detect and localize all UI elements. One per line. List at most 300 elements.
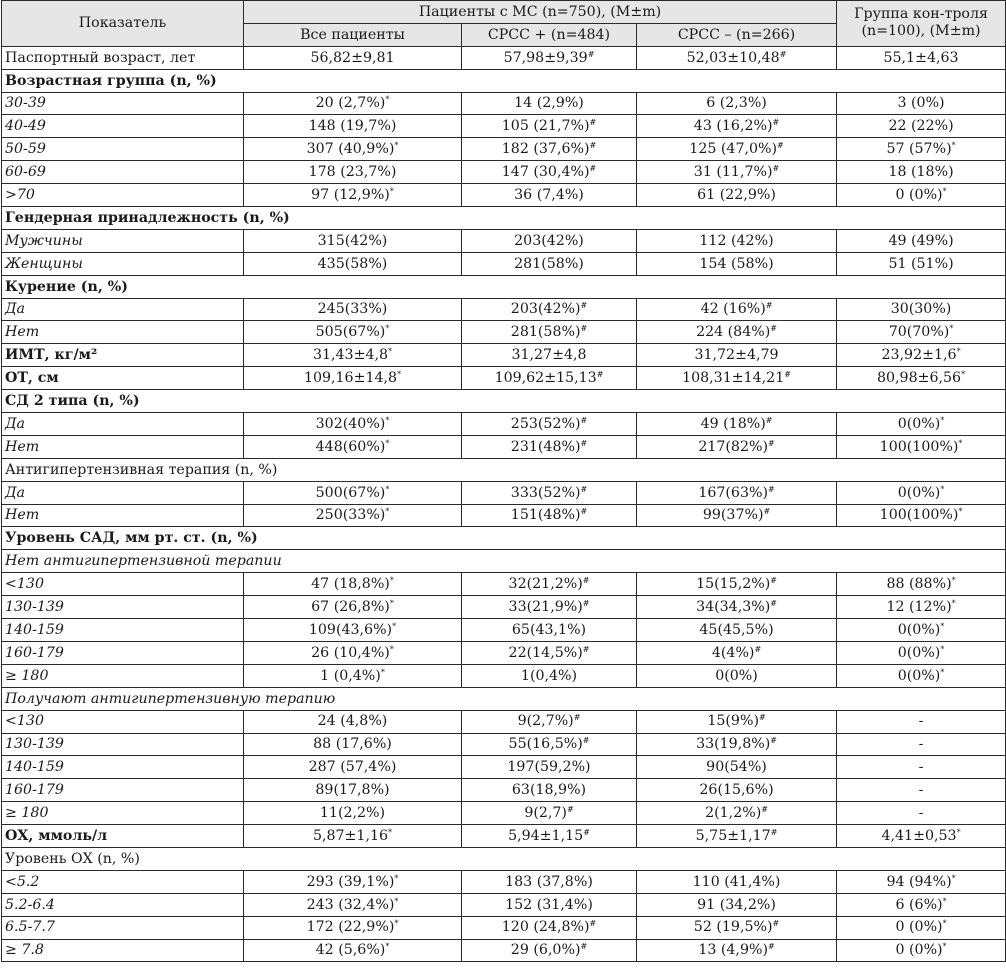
- significance-mark: *: [956, 347, 961, 357]
- significance-mark: #: [583, 827, 590, 837]
- cell-value: 0 (0%): [895, 919, 943, 936]
- value-cell: [244, 504, 462, 527]
- row-label: Мужчины: [2, 229, 244, 252]
- significance-mark: #: [580, 415, 588, 425]
- cell-value: 26 (10,4%): [311, 644, 390, 661]
- table-row: [2, 504, 1006, 527]
- cell-value: 151(48%): [510, 507, 581, 524]
- value-cell: [244, 321, 462, 344]
- value-cell: [837, 321, 1006, 344]
- significance-mark: *: [942, 896, 947, 906]
- value-cell: [244, 298, 462, 321]
- cell-value: 5,75±1,17: [695, 827, 771, 844]
- value-cell: [637, 367, 837, 390]
- significance-mark: #: [779, 49, 787, 59]
- value-cell: [837, 779, 1006, 802]
- cell-value: 125 (47,0%): [689, 141, 778, 158]
- significance-mark: #: [772, 118, 780, 128]
- cell-value: 33(21,9%): [508, 599, 583, 615]
- value-cell: [462, 779, 637, 802]
- value-cell: [244, 229, 462, 252]
- cell-value: -: [918, 736, 924, 753]
- value-cell: [837, 367, 1006, 390]
- cell-value: 91 (34,2%): [697, 896, 776, 913]
- significance-mark: #: [765, 301, 773, 311]
- value-cell: [462, 46, 637, 69]
- value-cell: [637, 344, 837, 367]
- row-label: 160-179: [2, 641, 244, 664]
- value-cell: [637, 184, 837, 207]
- cell-value: 100(100%): [879, 438, 959, 455]
- cell-value: 61 (22,9%): [697, 186, 776, 203]
- table-row: [2, 596, 1006, 619]
- cell-value: 15(9%): [707, 713, 759, 730]
- significance-mark: #: [770, 827, 778, 837]
- significance-mark: #: [580, 942, 588, 952]
- value-cell: [462, 573, 637, 596]
- cell-value: 253(52%): [510, 415, 581, 432]
- table-row: [2, 321, 1006, 344]
- significance-mark: #: [772, 919, 780, 929]
- table-row: [2, 641, 1006, 664]
- cell-value: -: [918, 782, 924, 799]
- row-label: ОХ, ммоль/л: [2, 825, 244, 848]
- row-label: ≥ 180: [2, 664, 244, 687]
- cell-value: 448(60%): [315, 438, 386, 455]
- value-cell: [462, 641, 637, 664]
- value-cell: [837, 115, 1006, 138]
- table-row: [2, 664, 1006, 687]
- cell-value: 281(58%): [510, 324, 581, 341]
- table-row: [2, 138, 1006, 161]
- cell-value: 42 (5,6%): [315, 942, 386, 959]
- row-label: 140-159: [2, 619, 244, 642]
- value-cell: [637, 115, 837, 138]
- cell-value: 333(52%): [510, 484, 581, 501]
- cell-value: 15(15,2%): [696, 576, 771, 593]
- value-cell: [837, 138, 1006, 161]
- table-row: [2, 115, 1006, 138]
- cell-value: 88 (17,6%): [313, 736, 392, 753]
- significance-mark: #: [784, 370, 791, 380]
- cell-value: 0(0%): [897, 484, 941, 501]
- section-label: Антигипертензивная терапия (n, %): [2, 458, 1006, 481]
- significance-mark: *: [385, 484, 390, 494]
- table-row: [2, 802, 1006, 825]
- significance-mark: #: [772, 164, 780, 174]
- significance-mark: #: [589, 118, 597, 128]
- significance-mark: #: [580, 507, 588, 517]
- value-cell: [244, 367, 462, 390]
- table-row: [2, 161, 1006, 184]
- significance-mark: *: [389, 599, 394, 608]
- table-row: [2, 481, 1006, 504]
- value-cell: [837, 46, 1006, 69]
- cell-value: 23,92±1,6: [881, 347, 957, 364]
- value-cell: [244, 939, 462, 962]
- row-label: 50-59: [2, 138, 244, 161]
- cell-value: 182 (37,6%): [501, 141, 590, 158]
- cell-value: 9(2,7%): [517, 713, 574, 730]
- cell-value: 51 (51%): [888, 255, 954, 272]
- value-cell: [837, 619, 1006, 642]
- value-cell: [837, 229, 1006, 252]
- cvd-negative-header: СРСС – (n=266): [637, 23, 837, 46]
- value-cell: [244, 413, 462, 436]
- table-row: [2, 619, 1006, 642]
- data-table: [1, 0, 1006, 962]
- significance-mark: *: [951, 576, 956, 586]
- table-row: [2, 413, 1006, 436]
- value-cell: [637, 619, 837, 642]
- cell-value: 307 (40,9%): [306, 141, 395, 158]
- value-cell: [837, 802, 1006, 825]
- row-label: Женщины: [2, 252, 244, 275]
- cell-value: 243 (32,4%): [306, 896, 395, 913]
- value-cell: [462, 321, 637, 344]
- cell-value: 0(0%): [897, 644, 941, 661]
- significance-mark: #: [573, 713, 581, 723]
- row-label: ИМТ, кг/м²: [2, 344, 244, 367]
- cell-value: 43 (16,2%): [693, 118, 773, 135]
- cell-value: 47 (18,8%): [311, 576, 390, 593]
- value-cell: [462, 161, 637, 184]
- value-cell: [637, 802, 837, 825]
- cell-value: 97 (12,9%): [311, 186, 390, 203]
- table-row: [2, 458, 1006, 481]
- cell-value: 250(33%): [315, 507, 386, 524]
- row-label: Да: [2, 413, 244, 436]
- table-row: [2, 550, 1006, 573]
- significance-mark: *: [389, 576, 394, 586]
- value-cell: [637, 413, 837, 436]
- row-label: Да: [2, 298, 244, 321]
- significance-mark: *: [385, 324, 390, 334]
- cell-value: 172 (22,9%): [306, 919, 395, 936]
- value-cell: [462, 825, 637, 848]
- value-cell: [244, 664, 462, 687]
- table-row: [2, 825, 1006, 848]
- cell-value: 167(63%): [698, 484, 768, 501]
- cell-value: 29 (6,0%): [510, 942, 581, 959]
- value-cell: [837, 825, 1006, 848]
- value-cell: [244, 825, 462, 848]
- cell-value: 20 (2,7%): [315, 95, 386, 112]
- value-cell: [244, 252, 462, 275]
- significance-mark: #: [566, 805, 574, 815]
- section-label: Получают антигипертензивную терапию: [2, 687, 1006, 710]
- table-row: [2, 92, 1006, 115]
- cell-value: 203(42%): [514, 232, 584, 249]
- row-label: ОТ, см: [2, 367, 244, 390]
- cell-value: -: [918, 805, 924, 822]
- value-cell: [462, 916, 637, 939]
- cell-value: 18 (18%): [888, 164, 954, 181]
- row-label: <130: [2, 573, 244, 596]
- significance-mark: #: [582, 576, 590, 586]
- significance-mark: *: [951, 873, 956, 883]
- cell-value: 63(18,9%): [511, 782, 587, 799]
- value-cell: [462, 893, 637, 916]
- cell-value: 109,16±14,8: [303, 370, 398, 387]
- cell-value: 49 (49%): [888, 232, 954, 249]
- value-cell: [837, 481, 1006, 504]
- significance-mark: *: [385, 95, 390, 105]
- table-row: [2, 46, 1006, 69]
- cell-value: 14 (2,9%): [514, 95, 584, 112]
- value-cell: [462, 710, 637, 733]
- significance-mark: *: [951, 599, 956, 608]
- cell-value: 30(30%): [890, 301, 952, 318]
- row-label: 60-69: [2, 161, 244, 184]
- table-row: [2, 390, 1006, 413]
- value-cell: [244, 573, 462, 596]
- cell-value: 67 (26,8%): [311, 599, 390, 615]
- value-cell: [462, 802, 637, 825]
- significance-mark: #: [589, 141, 597, 151]
- significance-mark: #: [770, 324, 777, 334]
- value-cell: [837, 573, 1006, 596]
- cell-value: 0 (0%): [895, 942, 943, 959]
- significance-mark: *: [385, 438, 390, 448]
- section-label: Уровень САД, мм рт. ст. (n, %): [2, 527, 1006, 550]
- cell-value: 435(58%): [317, 255, 388, 272]
- cell-value: 148 (19,7%): [308, 118, 397, 135]
- cell-value: 120 (24,8%): [501, 919, 590, 936]
- cell-value: 0(0%): [897, 667, 941, 684]
- value-cell: [244, 344, 462, 367]
- value-cell: [837, 435, 1006, 458]
- cell-value: 36 (7,4%): [514, 186, 584, 203]
- cell-value: 4,41±0,53: [881, 827, 957, 844]
- value-cell: [637, 596, 837, 619]
- cell-value: 224 (84%): [696, 324, 771, 341]
- value-cell: [637, 481, 837, 504]
- value-cell: [244, 710, 462, 733]
- row-label: 40-49: [2, 115, 244, 138]
- value-cell: [837, 756, 1006, 779]
- row-label: 6.5-7.7: [2, 916, 244, 939]
- significance-mark: *: [394, 919, 399, 929]
- cell-value: 217(82%): [698, 438, 768, 455]
- cell-value: 500(67%): [315, 484, 386, 501]
- cell-value: 31,72±4,79: [694, 347, 779, 364]
- row-label: Нет: [2, 504, 244, 527]
- significance-mark: *: [940, 415, 945, 425]
- section-label: Нет антигипертензивной терапии: [2, 550, 1006, 573]
- cell-value: -: [918, 759, 924, 776]
- value-cell: [837, 641, 1006, 664]
- table-row: [2, 847, 1006, 870]
- value-cell: [244, 893, 462, 916]
- value-cell: [637, 641, 837, 664]
- value-cell: [637, 710, 837, 733]
- cell-value: 52,03±10,48: [686, 49, 780, 66]
- value-cell: [244, 115, 462, 138]
- value-cell: [244, 184, 462, 207]
- cell-value: 231(48%): [510, 438, 581, 455]
- value-cell: [637, 435, 837, 458]
- significance-mark: #: [768, 438, 775, 448]
- cell-value: 110 (41,4%): [692, 873, 781, 890]
- value-cell: [637, 92, 837, 115]
- value-cell: [244, 161, 462, 184]
- cell-value: 45(45,5%): [699, 621, 774, 638]
- cell-value: 22(14,5%): [508, 644, 583, 661]
- significance-mark: *: [942, 919, 947, 929]
- significance-mark: #: [754, 644, 762, 654]
- value-cell: [462, 92, 637, 115]
- value-cell: [244, 870, 462, 893]
- value-cell: [244, 92, 462, 115]
- value-cell: [637, 298, 837, 321]
- significance-mark: #: [770, 576, 777, 586]
- cell-value: 0(0%): [715, 667, 758, 684]
- significance-mark: *: [940, 644, 945, 654]
- significance-mark: *: [958, 438, 963, 448]
- significance-mark: #: [582, 736, 590, 746]
- cell-value: 31 (11,7%): [693, 164, 773, 181]
- row-label: <130: [2, 710, 244, 733]
- cell-value: 505(67%): [315, 324, 386, 341]
- significance-mark: *: [956, 827, 961, 837]
- value-cell: [837, 504, 1006, 527]
- value-cell: [462, 344, 637, 367]
- value-cell: [462, 481, 637, 504]
- cell-value: 154 (58%): [699, 255, 774, 272]
- significance-mark: *: [385, 942, 390, 952]
- significance-mark: #: [589, 164, 597, 174]
- value-cell: [244, 641, 462, 664]
- value-cell: [462, 756, 637, 779]
- all-patients-header: Все пациенты: [244, 23, 462, 46]
- cell-value: 2(1,2%): [705, 805, 762, 822]
- value-cell: [244, 138, 462, 161]
- significance-mark: *: [388, 347, 393, 357]
- significance-mark: *: [940, 667, 945, 677]
- cell-value: 109,62±15,13: [494, 370, 597, 387]
- value-cell: [637, 138, 837, 161]
- value-cell: [837, 184, 1006, 207]
- table-row: [2, 184, 1006, 207]
- value-cell: [637, 756, 837, 779]
- significance-mark: *: [380, 667, 385, 677]
- cell-value: 31,43±4,8: [312, 347, 389, 364]
- cell-value: 197(59,2%): [507, 759, 591, 776]
- significance-mark: #: [582, 599, 590, 608]
- value-cell: [637, 733, 837, 756]
- value-cell: [244, 596, 462, 619]
- row-label: >70: [2, 184, 244, 207]
- significance-mark: *: [392, 621, 397, 631]
- value-cell: [637, 893, 837, 916]
- value-cell: [637, 664, 837, 687]
- cell-value: 178 (23,7%): [308, 164, 397, 181]
- table-row: [2, 298, 1006, 321]
- significance-mark: #: [768, 942, 775, 952]
- section-label: Курение (n, %): [2, 275, 1006, 298]
- cell-value: -: [918, 713, 924, 730]
- cell-value: 22 (22%): [888, 118, 954, 135]
- value-cell: [462, 733, 637, 756]
- significance-mark: #: [596, 370, 604, 380]
- cell-value: 6 (6%): [895, 896, 943, 913]
- value-cell: [837, 733, 1006, 756]
- significance-mark: *: [388, 827, 393, 837]
- cell-value: 0(0%): [897, 621, 941, 638]
- significance-mark: #: [770, 736, 777, 746]
- significance-mark: *: [397, 370, 402, 380]
- significance-mark: #: [580, 484, 588, 494]
- significance-mark: #: [582, 644, 590, 654]
- significance-mark: #: [761, 805, 768, 815]
- cell-value: 80,98±6,56: [876, 370, 962, 387]
- significance-mark: #: [765, 415, 773, 425]
- value-cell: [244, 46, 462, 69]
- significance-mark: *: [949, 324, 954, 334]
- table-row: [2, 435, 1006, 458]
- table-row: [2, 779, 1006, 802]
- cell-value: 90(54%): [706, 759, 767, 776]
- value-cell: [637, 252, 837, 275]
- row-label: 30-39: [2, 92, 244, 115]
- table-row: [2, 916, 1006, 939]
- value-cell: [244, 802, 462, 825]
- cell-value: 33(19,8%): [696, 736, 771, 753]
- table-row: [2, 344, 1006, 367]
- section-label: Уровень ОХ (n, %): [2, 847, 1006, 870]
- cell-value: 65(43,1%): [511, 621, 587, 638]
- row-label: Нет: [2, 435, 244, 458]
- cell-value: 32(21,2%): [508, 576, 583, 593]
- significance-mark: #: [770, 599, 777, 608]
- cell-value: 5,87±1,16: [312, 827, 389, 844]
- table-row: [2, 870, 1006, 893]
- cell-value: 55(16,5%): [508, 736, 583, 753]
- table-row: [2, 527, 1006, 550]
- cell-value: 89(17,8%): [315, 782, 390, 799]
- cell-value: 49 (18%): [700, 415, 766, 432]
- cell-value: 94 (94%): [886, 873, 952, 890]
- table-row: [2, 573, 1006, 596]
- table-row: [2, 756, 1006, 779]
- value-cell: [462, 413, 637, 436]
- value-cell: [462, 115, 637, 138]
- cell-value: 0 (0%): [895, 186, 943, 203]
- significance-mark: *: [394, 873, 399, 883]
- value-cell: [637, 321, 837, 344]
- value-cell: [837, 596, 1006, 619]
- cell-value: 0(0%): [897, 415, 941, 432]
- value-cell: [244, 733, 462, 756]
- value-cell: [462, 939, 637, 962]
- cell-value: 105 (21,7%): [501, 118, 590, 135]
- value-cell: [837, 161, 1006, 184]
- significance-mark: *: [394, 896, 399, 906]
- significance-mark: *: [389, 186, 394, 196]
- row-label: 140-159: [2, 756, 244, 779]
- value-cell: [837, 916, 1006, 939]
- value-cell: [244, 481, 462, 504]
- value-cell: [244, 435, 462, 458]
- indicator-header: Показатель: [2, 1, 244, 47]
- cell-value: 5,94±1,15: [508, 827, 584, 844]
- row-label: 5.2-6.4: [2, 893, 244, 916]
- value-cell: [244, 916, 462, 939]
- cell-value: 315(42%): [317, 232, 388, 249]
- table-row: [2, 367, 1006, 390]
- table-row: [2, 229, 1006, 252]
